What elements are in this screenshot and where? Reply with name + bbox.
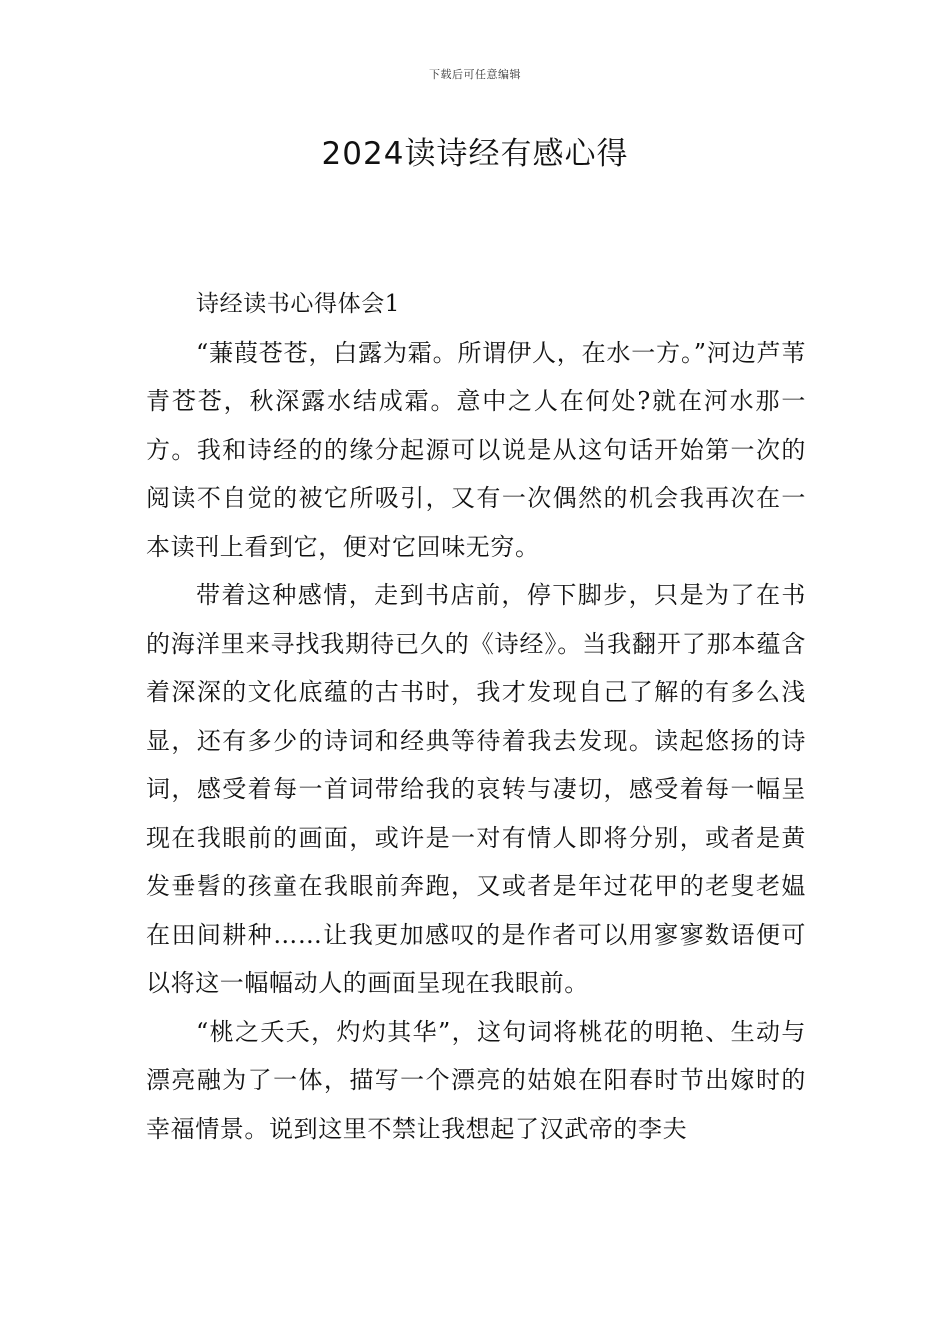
document-body [146, 280, 806, 1153]
paragraph-3: “桃之夭夭，灼灼其华”，这句词将桃花的明艳、生动与漂亮融为了一体，描写一个漂亮的姑娘在阳春时节出嫁时的幸福情景。说到这里不禁让我想起了汉武帝的李夫 [146, 1017, 806, 1143]
paragraph-2: 带着这种感情，走到书店前，停下脚步，只是为了在书的海洋里来寻找我期待已久的《诗经》。当我翻开了那本蕴含着深深的文化底蕴的古书时，我才发现自己了解的有多么浅显，还有多少的诗词和经典等待着我去发现。读起悠扬的诗词，感受着每一首词带给我的哀转与凄切，感受着每一幅呈现在我眼前的画面，或许是一对有情人即将分别，或者是黄发垂髫的孩童在我眼前奔跑，又或者是年过花甲的老叟老媪在田间耕种……让我更加感叹的是作者可以用寥寥数语便可以将这一幅幅动人的画面呈现在我眼前。 [146, 581, 806, 997]
paragraph-1: “蒹葭苍苍，白露为霜。所谓伊人，在水一方。”河边芦苇青苍苍，秋深露水结成霜。意中之人在何处?就在河水那一方。我和诗经的的缘分起源可以说是从这句话开始第一次的阅读不自觉的被它所吸引，又有一次偶然的机会我再次在一本读刊上看到它，便对它回味无穷。 [146, 338, 806, 561]
header-note: 下载后可任意编辑 [429, 68, 521, 81]
document-title: 2024读诗经有感心得 [321, 136, 629, 172]
section-heading: 诗经读书心得体会1 [196, 291, 401, 317]
